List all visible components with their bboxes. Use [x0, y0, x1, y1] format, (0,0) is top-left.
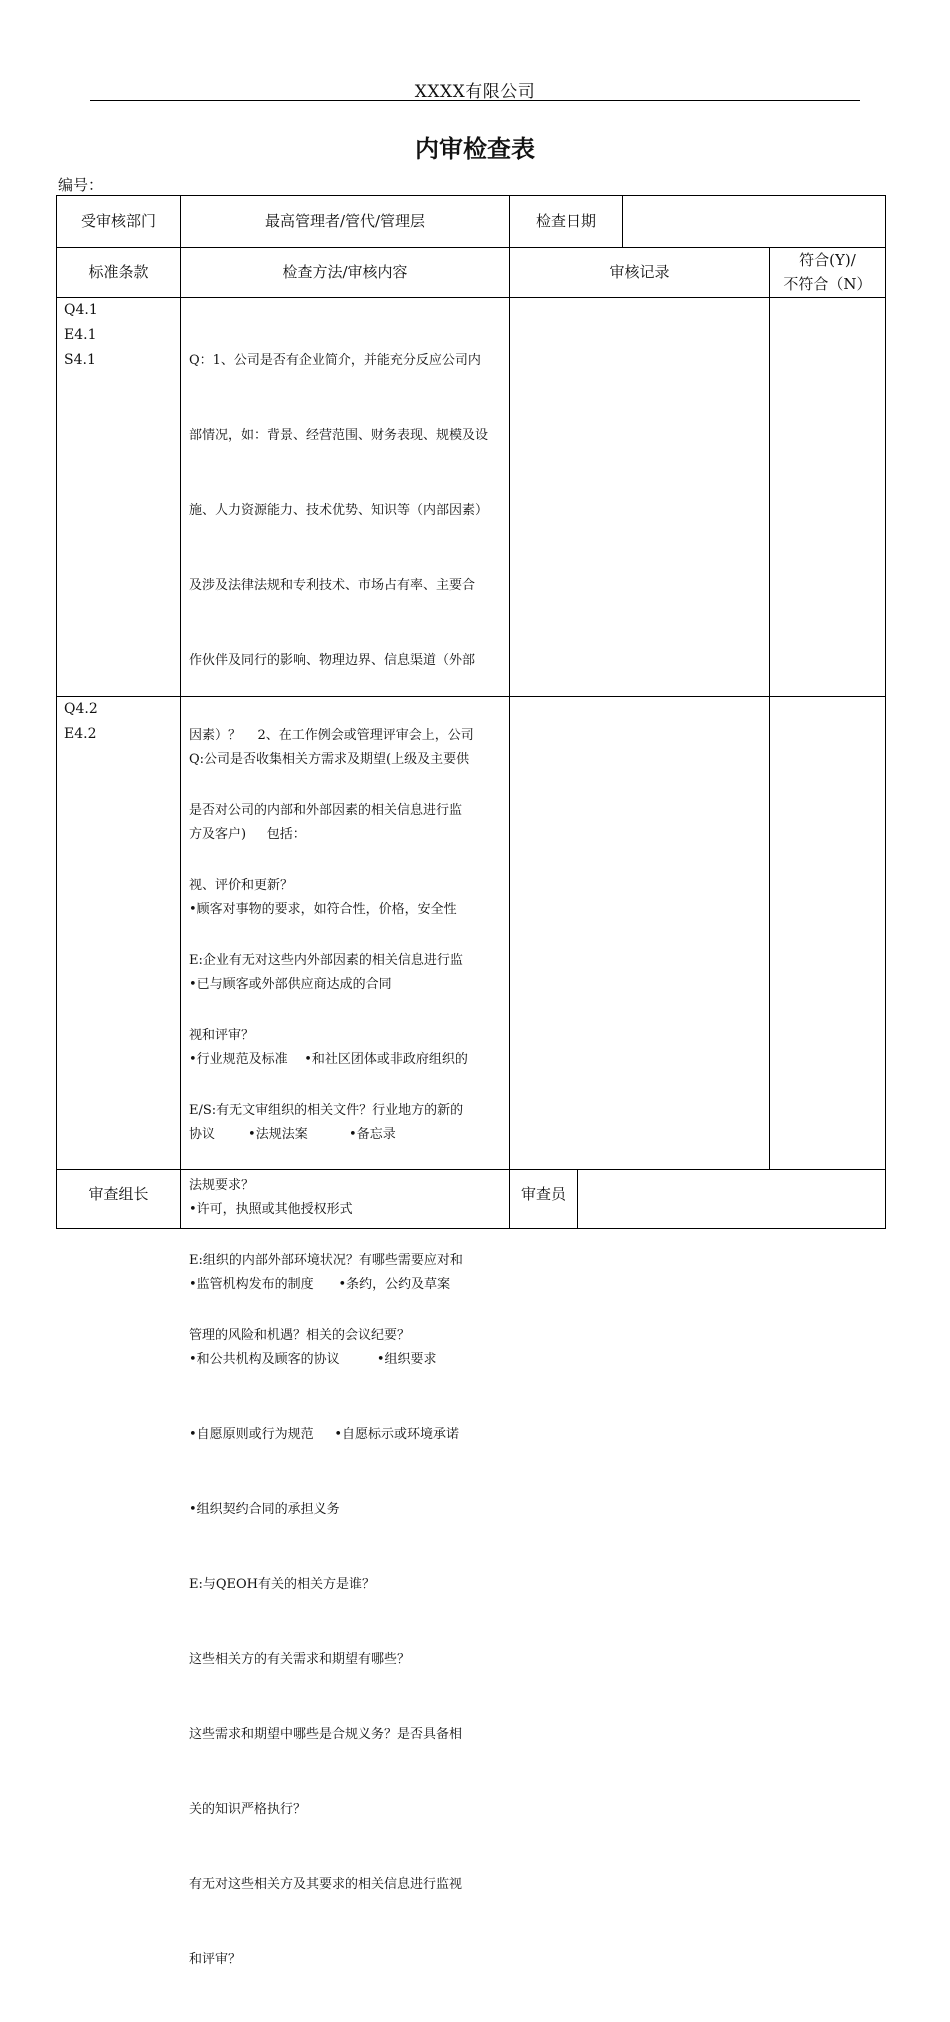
method-line: •自愿原则或行为规范 •自愿标示或环境承诺: [189, 1427, 459, 1442]
method-line: E/S:有无文审组织的相关文件？行业地方的新的: [189, 1103, 464, 1118]
method-line: 关的知识严格执行？: [189, 1802, 307, 1817]
method-line: 及涉及法律法规和专利技术、市场占有率、主要合: [189, 578, 476, 593]
method-line: 方及客户) 包括：: [189, 827, 306, 842]
table-border-left: [56, 195, 57, 1229]
method-line: E:组织的内部外部环境状况？有哪些需要应对和: [189, 1253, 463, 1268]
method-line: Q:公司是否收集相关方需求及期望(上级及主要供: [189, 752, 470, 767]
method-line: 管理的风险和机遇？相关的会议纪要？: [189, 1328, 411, 1343]
table-border-right: [885, 195, 886, 1229]
clause-item: S4.1: [64, 352, 96, 368]
method-line: 作伙伴及同行的影响、物理边界、信息渠道（外部: [189, 653, 476, 668]
method-line: 是否对公司的内部和外部因素的相关信息进行监: [189, 803, 463, 818]
method-line: •和公共机构及顾客的协议 •组织要求: [189, 1352, 437, 1367]
company-name: XXXX有限公司: [414, 82, 536, 102]
conform-header-line-1: 符合(Y)/: [799, 251, 856, 269]
auditor-label-cell: [510, 1170, 577, 1228]
auditor-label: 审查员: [520, 1185, 566, 1203]
section-2-record[interactable]: [510, 697, 769, 1169]
conform-column-header: [770, 248, 885, 297]
section-1-record[interactable]: [510, 298, 769, 696]
audited-dept-value[interactable]: 最高管理者/管代/管理层: [264, 212, 426, 230]
method-line: 法规要求？: [189, 1178, 255, 1193]
method-line: Q：1、公司是否有企业简介，并能充分反应公司内: [189, 353, 481, 368]
lead-auditor-label-cell: [57, 1170, 180, 1228]
method-line: E:企业有无对这些内外部因素的相关信息进行监: [189, 953, 463, 968]
page-title: 内审检查表: [415, 135, 535, 163]
section-1-clauses: [64, 298, 174, 373]
record-column-header: 审核记录: [609, 263, 670, 281]
method-line: •已与顾客或外部供应商达成的合同: [189, 977, 392, 992]
clause-item: E4.1: [64, 327, 97, 343]
method-line: 视和评审？: [189, 1028, 255, 1043]
method-line: 和评审？: [189, 1952, 242, 1967]
method-line: 有无对这些相关方及其要求的相关信息进行监视: [189, 1877, 463, 1892]
method-line: 这些需求和期望中哪些是合规义务？是否具备相: [189, 1727, 463, 1742]
method-line: 因素）？ 2、在工作例会或管理评审会上，公司: [189, 728, 474, 743]
method-line: •许可，执照或其他授权形式: [189, 1202, 353, 1217]
method-line: 施、人力资源能力、技术优势、知识等（内部因素）: [189, 503, 489, 518]
method-column-header: 检查方法/审核内容: [282, 263, 408, 281]
header-rule: [90, 100, 860, 101]
clause-item: E4.2: [64, 726, 97, 742]
audited-dept-label: 受审核部门: [80, 212, 156, 230]
method-line: 部情况，如：背景、经营范围、财务表现、规模及设: [189, 428, 489, 443]
lead-auditor-label: 审查组长: [88, 1185, 149, 1203]
method-line: 视、评价和更新？: [189, 878, 294, 893]
check-date-value[interactable]: [623, 196, 885, 247]
section-2-method: [189, 697, 505, 2022]
method-line: 这些相关方的有关需求和期望有哪些？: [189, 1652, 411, 1667]
check-date-label: 检查日期: [535, 212, 596, 230]
section-2-clauses: [64, 697, 174, 747]
lead-auditor-value[interactable]: [181, 1170, 509, 1228]
table-rule: [180, 195, 181, 1229]
method-line: •顾客对事物的要求，如符合性，价格，安全性: [189, 902, 457, 917]
serial-number-label: 编号：: [58, 176, 104, 194]
clause-item: Q4.1: [64, 302, 98, 318]
method-line: E:与QEOH有关的相关方是谁？: [189, 1577, 376, 1592]
auditor-value[interactable]: [578, 1170, 885, 1228]
clause-column-header: 标准条款: [88, 263, 149, 281]
method-line: •行业规范及标准 •和社区团体或非政府组织的: [189, 1052, 468, 1067]
method-line: 协议 •法规法案 •备忘录: [189, 1127, 396, 1142]
method-line: •监管机构发布的制度 •条约，公约及草案: [189, 1277, 451, 1292]
clause-item: Q4.2: [64, 701, 98, 717]
method-line: •组织契约合同的承担义务: [189, 1502, 340, 1517]
section-2-conform[interactable]: [770, 697, 885, 1169]
conform-header-line-2: 不符合（N）: [783, 275, 872, 293]
section-1-conform[interactable]: [770, 298, 885, 696]
